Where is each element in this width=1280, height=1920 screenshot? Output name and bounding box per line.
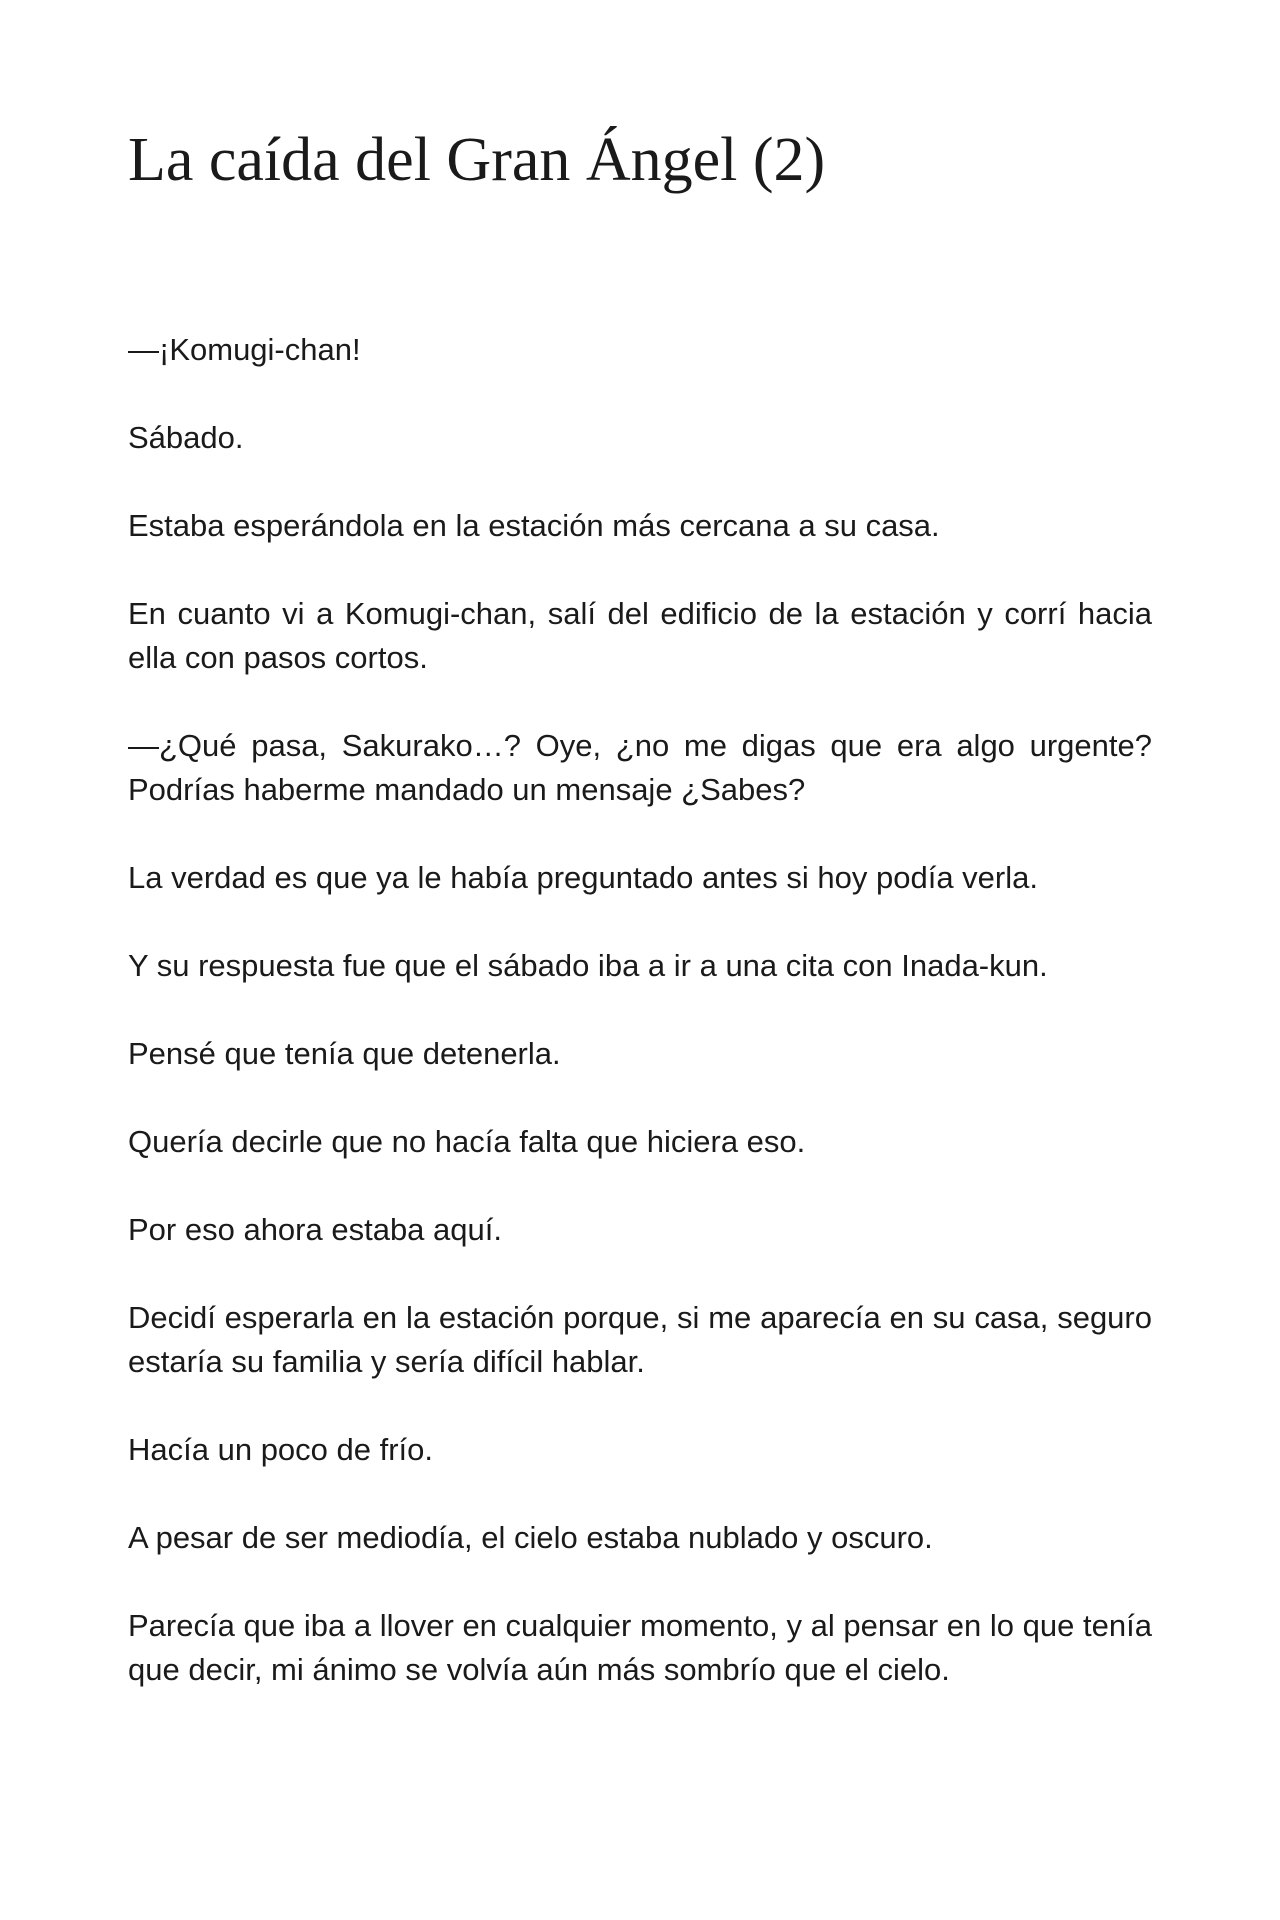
paragraph: Decidí esperarla en la estación porque, si me aparecía en su casa, seguro estaría su familia y sería difícil hablar. [128, 1300, 1152, 1379]
paragraph: Quería decirle que no hacía falta que hiciera eso. [128, 1124, 806, 1159]
paragraph: Y su respuesta fue que el sábado iba a ir a una cita con Inada-kun. [128, 948, 1048, 983]
paragraph: Pensé que tenía que detenerla. [128, 1036, 561, 1071]
paragraph: La verdad es que ya le había preguntado antes si hoy podía verla. [128, 860, 1038, 895]
paragraph: A pesar de ser mediodía, el cielo estaba nublado y oscuro. [128, 1520, 933, 1555]
paragraph: Sábado. [128, 420, 244, 455]
paragraph: —¿Qué pasa, Sakurako…? Oye, ¿no me digas que era algo urgente? Podrías haberme mandado un mensaje ¿Sabes? [128, 728, 1152, 807]
paragraph: Por eso ahora estaba aquí. [128, 1212, 502, 1247]
chapter-body [128, 328, 1152, 1736]
paragraph: Parecía que iba a llover en cualquier momento, y al pensar en lo que tenía que decir, mi ánimo se volvía aún más sombrío que el cielo. [128, 1608, 1152, 1687]
chapter-title: La caída del Gran Ángel (2) [128, 126, 826, 194]
paragraph: Hacía un poco de frío. [128, 1432, 434, 1467]
paragraph: En cuanto vi a Komugi-chan, salí del edificio de la estación y corrí hacia ella con pasos cortos. [128, 596, 1152, 675]
paragraph: Estaba esperándola en la estación más cercana a su casa. [128, 508, 940, 543]
paragraph: —¡Komugi-chan! [128, 332, 361, 367]
